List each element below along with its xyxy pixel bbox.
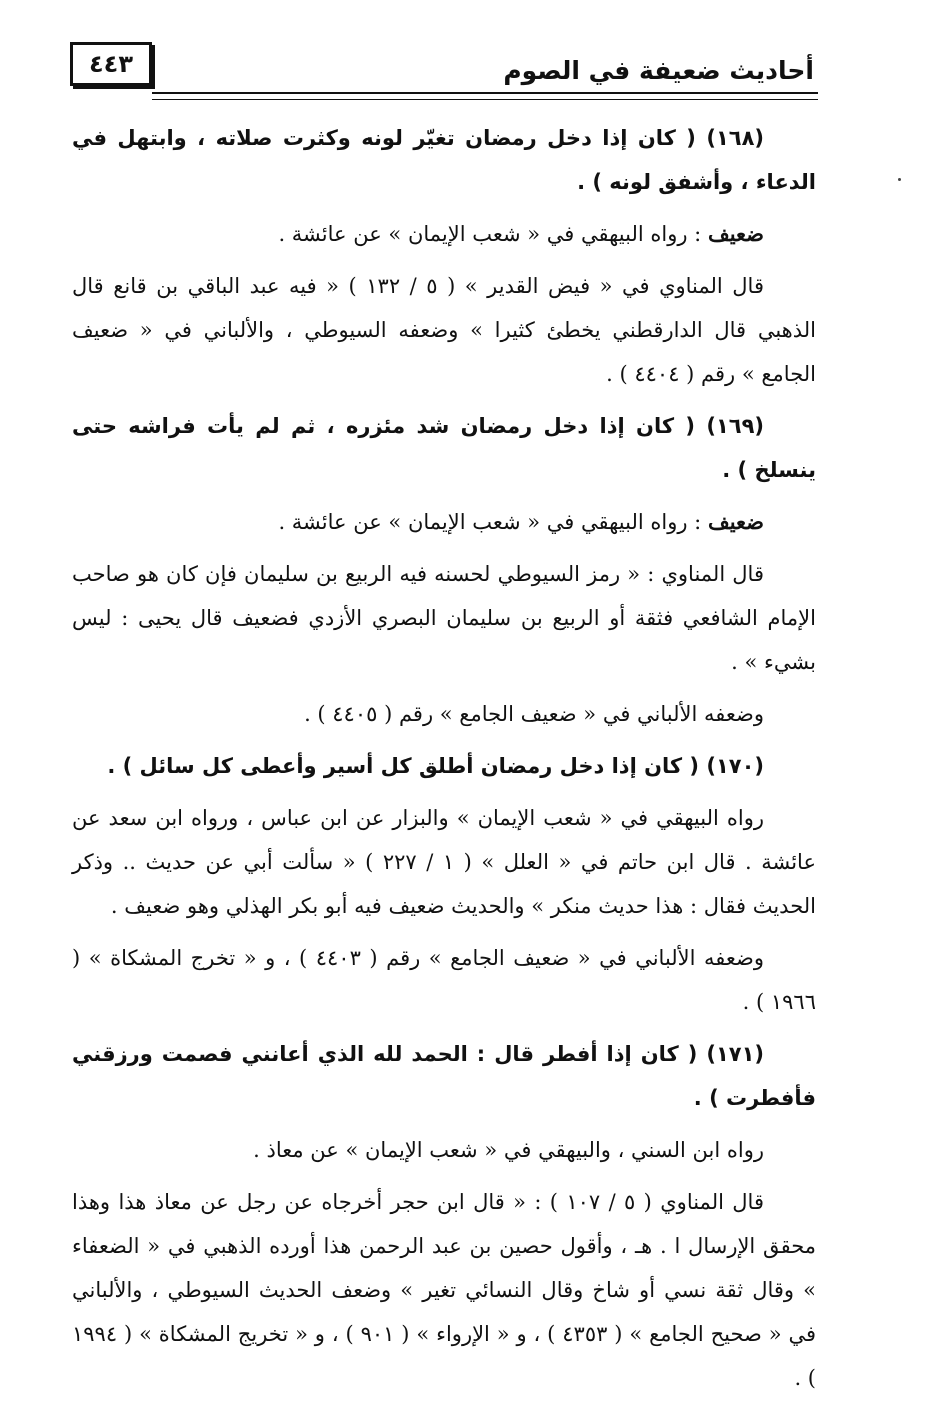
grade-label: ضعيف [707, 221, 764, 246]
hadith-text: (١٧١) ( كان إذا أفطر قال : الحمد لله الذي أعانني فصمت ورزقني فأفطرت ) . [72, 1042, 816, 1110]
source-171 [72, 1128, 816, 1172]
commentary-text: رواه البيهقي في « شعب الإيمان » والبزار عن ابن عباس ، ورواه ابن سعد عن عائشة . قال ابن حاتم في « العلل » ( ١ / ٢٢٧ ) « سألت أبي عن حديث .. وذكر الحديث فقال : هذا حديث منكر » والحديث ضعيف فيه أبو بكر الهذلي وهو ضعيف . [72, 806, 816, 918]
grade-label: ضعيف [707, 509, 764, 534]
albani-169 [72, 692, 816, 736]
hadith-text: (١٦٩) ( كان إذا دخل رمضان شد مئزره ، ثم لم يأت فراشه حتى ينسلخ ) . [72, 414, 816, 482]
grade-text: : رواه البيهقي في « شعب الإيمان » عن عائشة . [278, 222, 702, 246]
running-title: أحاديث ضعيفة في الصوم [503, 56, 814, 85]
commentary-text: قال المناوي : « رمز السيوطي لحسنه فيه الربيع بن سليمان فإن كان هو صاحب الإمام الشافعي فثقة أو الربيع بن سليمان البصري الأزدي فضعيف قال يحيى : ليس بشيء » . [72, 562, 816, 674]
grade-168 [72, 212, 816, 256]
page-number: ٤٤٣ [70, 42, 152, 86]
hadith-text: (١٦٨) ( كان إذا دخل رمضان تغيّر لونه وكثرت صلاته ، وابتهل في الدعاء ، وأشفق لونه ) . [72, 126, 816, 194]
hadith-text: (١٧٠) ( كان إذا دخل رمضان أطلق كل أسير وأعطى كل سائل ) . [107, 754, 764, 778]
commentary-171 [72, 1180, 816, 1400]
header-rule [152, 92, 818, 100]
commentary-text: وضعفه الألباني في « ضعيف الجامع » رقم ( ٤٤٠٣ ) ، و « تخرج المشكاة » ( ١٩٦٦ ) . [72, 946, 816, 1014]
commentary-170 [72, 796, 816, 928]
commentary-text: قال المناوي في « فيض القدير » ( ٥ / ١٣٢ ) « فيه عبد الباقي بن قانع قال الذهبي قال الدارقطني يخطئ كثيرا » وضعفه السيوطي ، والألباني في « ضعيف الجامع » رقم ( ٤٤٠٤ ) . [72, 274, 816, 386]
albani-170 [72, 936, 816, 1024]
hadith-168 [72, 116, 816, 204]
page-header [70, 42, 818, 102]
commentary-text: قال المناوي ( ٥ / ١٠٧ ) : « قال ابن حجر أخرجاه عن رجل عن معاذ هذا وهذا محقق الإرسال ا . هـ ، وأقول حصين بن عبد الرحمن هذا أورده الذهبي في « الضعفاء » وقال ثقة نسي أو شاخ وقال النسائي تغير » وضعف الحديث السيوطي ، والألباني في « صحيح الجامع » ( ٤٣٥٣ ) ، و « الإرواء » ( ٩٠١ ) ، و « تخريج المشكاة » ( ١٩٩٤ ) . [72, 1190, 817, 1390]
grade-169 [72, 500, 816, 544]
commentary-168 [72, 264, 816, 396]
commentary-169 [72, 552, 816, 684]
commentary-text: وضعفه الألباني في « ضعيف الجامع » رقم ( ٤٤٠٥ ) . [304, 702, 764, 726]
page-body [72, 116, 816, 1408]
stray-dot [898, 178, 901, 181]
hadith-171 [72, 1032, 816, 1120]
hadith-169 [72, 404, 816, 492]
commentary-text: رواه ابن السني ، والبيهقي في « شعب الإيمان » عن معاذ . [253, 1138, 764, 1162]
grade-text: : رواه البيهقي في « شعب الإيمان » عن عائشة . [278, 510, 702, 534]
hadith-170 [72, 744, 816, 788]
